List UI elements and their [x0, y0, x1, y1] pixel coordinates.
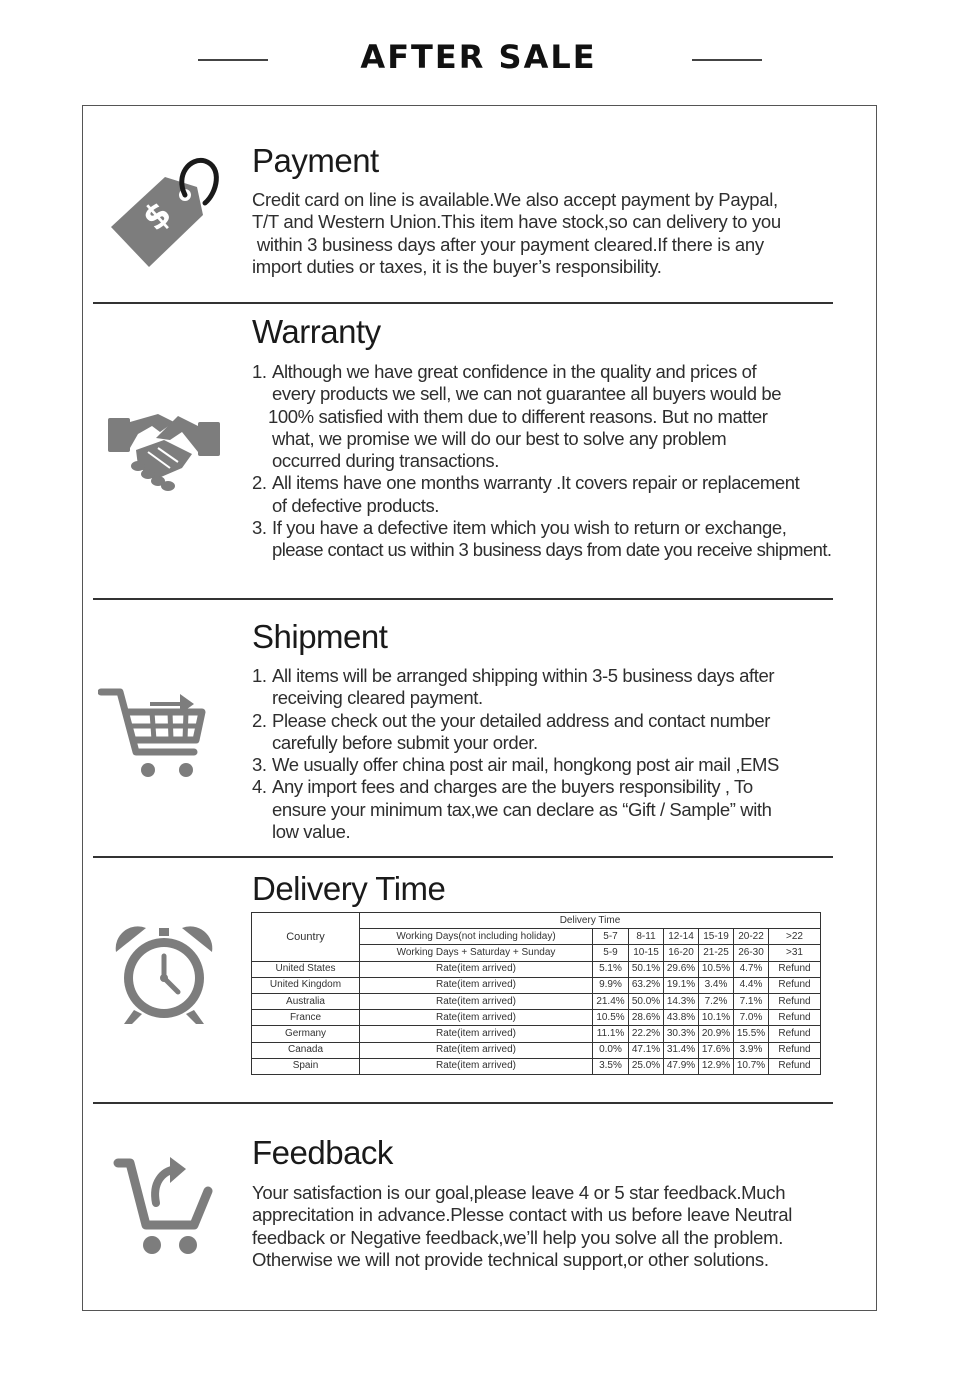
- header-rule-right: [692, 59, 762, 61]
- table-cell: 12-14: [664, 929, 699, 945]
- table-cell: 21-25: [699, 945, 734, 961]
- table-cell: Refund: [769, 1058, 821, 1074]
- table-cell: 63.2%: [629, 977, 664, 993]
- table-cell: 10.7%: [734, 1058, 769, 1074]
- list-item: 4. Any import fees and charges are the buyers responsibility , To ensure your minimum tax,we can declare as “Gift / Sample” with low value.: [252, 776, 772, 843]
- table-cell: 3.9%: [734, 1042, 769, 1058]
- table-cell: 12.9%: [699, 1058, 734, 1074]
- country-header: Country: [252, 913, 360, 962]
- table-cell: 17.6%: [699, 1042, 734, 1058]
- list-item: 3. We usually offer china post air mail, hongkong post air mail ,EMS: [252, 754, 779, 776]
- rate-label: Rate(item arrived): [360, 993, 593, 1009]
- item-number: 2.: [252, 472, 267, 494]
- table-cell: Refund: [769, 961, 821, 977]
- working-days-label: Working Days(not including holiday): [360, 929, 593, 945]
- table-cell: 7.1%: [734, 993, 769, 1009]
- table-cell: 15.5%: [734, 1026, 769, 1042]
- list-item: 2. All items have one months warranty .It covers repair or replacement of defective products.: [252, 472, 800, 516]
- delivery-time-header: Delivery Time: [360, 913, 821, 929]
- table-cell: 20.9%: [699, 1026, 734, 1042]
- warranty-title: Warranty: [252, 313, 381, 350]
- section-divider: [93, 856, 833, 858]
- table-cell: Refund: [769, 1042, 821, 1058]
- table-cell: Refund: [769, 1010, 821, 1026]
- table-row: [252, 1058, 821, 1074]
- country-cell: Germany: [252, 1026, 360, 1042]
- table-cell: 5.1%: [593, 961, 629, 977]
- payment-line: import duties or taxes, it is the buyer’s responsibility.: [252, 255, 662, 277]
- item-number: 1.: [252, 361, 267, 382]
- country-cell: United States: [252, 961, 360, 977]
- table-cell: 4.7%: [734, 961, 769, 977]
- rate-label: Rate(item arrived): [360, 1010, 593, 1026]
- list-item: 1. All items will be arranged shipping within 3-5 business days after receiving cleared payment.: [252, 665, 775, 709]
- table-row: [252, 961, 821, 977]
- table-cell: 26-30: [734, 945, 769, 961]
- table-cell: 3.5%: [593, 1058, 629, 1074]
- table-cell: 16-20: [664, 945, 699, 961]
- price-tag-dollar-icon: [105, 155, 225, 270]
- table-cell: 31.4%: [664, 1042, 699, 1058]
- table-cell: 10-15: [629, 945, 664, 961]
- list-item: 2. Please check out the your detailed address and contact number carefully before submit your order.: [252, 709, 771, 753]
- rate-label: Rate(item arrived): [360, 961, 593, 977]
- table-cell: 47.1%: [629, 1042, 664, 1058]
- country-cell: Australia: [252, 993, 360, 1009]
- item-number: 3.: [252, 517, 267, 539]
- country-cell: Spain: [252, 1058, 360, 1074]
- table-row: [252, 1026, 821, 1042]
- list-item: 1. Although we have great confidence in the quality and prices of every products we sell, we can not guarantee all buyers would be 100% satisfied with them due to different reasons. But no matter what, we promise we will do our best to solve any problem occurred during transactions.: [252, 361, 782, 472]
- table-cell: 4.4%: [734, 977, 769, 993]
- rate-label: Rate(item arrived): [360, 1058, 593, 1074]
- table-cell: Refund: [769, 1026, 821, 1042]
- shipment-title: Shipment: [252, 618, 388, 655]
- section-divider: [93, 302, 833, 304]
- payment-line: within 3 business days after your payment cleared.If there is any: [252, 233, 764, 255]
- section-divider: [93, 1102, 833, 1104]
- table-cell: 5-7: [593, 929, 629, 945]
- rate-label: Rate(item arrived): [360, 977, 593, 993]
- table-cell: 22.2%: [629, 1026, 664, 1042]
- table-cell: 30.3%: [664, 1026, 699, 1042]
- payment-line: Credit card on line is available.We also accept payment by Paypal,: [252, 189, 778, 210]
- alarm-clock-icon: [112, 922, 216, 1028]
- table-cell: 10.5%: [699, 961, 734, 977]
- table-cell: 28.6%: [629, 1010, 664, 1026]
- section-divider: [93, 598, 833, 600]
- country-cell: Canada: [252, 1042, 360, 1058]
- feedback-line: apprecitation in advance.Plesse contact with us before leave Neutral: [252, 1204, 793, 1226]
- warranty-list: [252, 361, 831, 562]
- payment-text: [252, 189, 781, 278]
- country-cell: United Kingdom: [252, 977, 360, 993]
- table-cell: 47.9%: [664, 1058, 699, 1074]
- item-number: 3.: [252, 754, 267, 776]
- feedback-text: [252, 1182, 792, 1271]
- delivery-time-table: [251, 912, 821, 1075]
- table-cell: 21.4%: [593, 993, 629, 1009]
- table-cell: 0.0%: [593, 1042, 629, 1058]
- table-cell: >22: [769, 929, 821, 945]
- item-number: 1.: [252, 665, 267, 686]
- table-cell: 7.2%: [699, 993, 734, 1009]
- table-cell: >31: [769, 945, 821, 961]
- rate-label: Rate(item arrived): [360, 1026, 593, 1042]
- table-cell: Refund: [769, 977, 821, 993]
- table-cell: 15-19: [699, 929, 734, 945]
- table-cell: 5-9: [593, 945, 629, 961]
- handshake-icon: [108, 410, 220, 492]
- payment-line: T/T and Western Union.This item have stock,so can delivery to you: [252, 211, 781, 233]
- shipment-list: [252, 665, 779, 843]
- table-cell: 14.3%: [664, 993, 699, 1009]
- feedback-line: feedback or Negative feedback,we’ll help you solve all the problem.: [252, 1226, 784, 1248]
- table-cell: 25.0%: [629, 1058, 664, 1074]
- feedback-line: Your satisfaction is our goal,please leave 4 or 5 star feedback.Much: [252, 1182, 786, 1203]
- table-cell: Refund: [769, 993, 821, 1009]
- page-title: AFTER SALE: [360, 38, 597, 76]
- table-cell: 10.1%: [699, 1010, 734, 1026]
- table-cell: 10.5%: [593, 1010, 629, 1026]
- table-row: [252, 977, 821, 993]
- table-cell: 8-11: [629, 929, 664, 945]
- country-cell: France: [252, 1010, 360, 1026]
- rate-label: Rate(item arrived): [360, 1042, 593, 1058]
- item-number: 2.: [252, 709, 267, 731]
- list-item: 3. If you have a defective item which you wish to return or exchange, please contact us within 3 business days from date you receive shipment.: [252, 517, 832, 561]
- table-cell: 19.1%: [664, 977, 699, 993]
- table-row: [252, 993, 821, 1009]
- payment-title: Payment: [252, 142, 379, 179]
- table-cell: 9.9%: [593, 977, 629, 993]
- weekend-days-label: Working Days + Saturday + Sunday: [360, 945, 593, 961]
- shopping-cart-arrow-icon: [98, 688, 208, 780]
- table-cell: 29.6%: [664, 961, 699, 977]
- table-cell: 50.1%: [629, 961, 664, 977]
- table-cell: 3.4%: [699, 977, 734, 993]
- feedback-title: Feedback: [252, 1134, 393, 1171]
- table-row: [252, 1042, 821, 1058]
- table-row: [252, 1010, 821, 1026]
- table-cell: 20-22: [734, 929, 769, 945]
- table-cell: 11.1%: [593, 1026, 629, 1042]
- cart-return-icon: [112, 1155, 216, 1257]
- item-number: 4.: [252, 776, 267, 798]
- table-cell: 50.0%: [629, 993, 664, 1009]
- feedback-line: Otherwise we will not provide technical support,or other solutions.: [252, 1248, 769, 1270]
- svg-text:$: $: [134, 193, 180, 240]
- table-cell: 43.8%: [664, 1010, 699, 1026]
- table-cell: 7.0%: [734, 1010, 769, 1026]
- delivery-title: Delivery Time: [252, 870, 446, 907]
